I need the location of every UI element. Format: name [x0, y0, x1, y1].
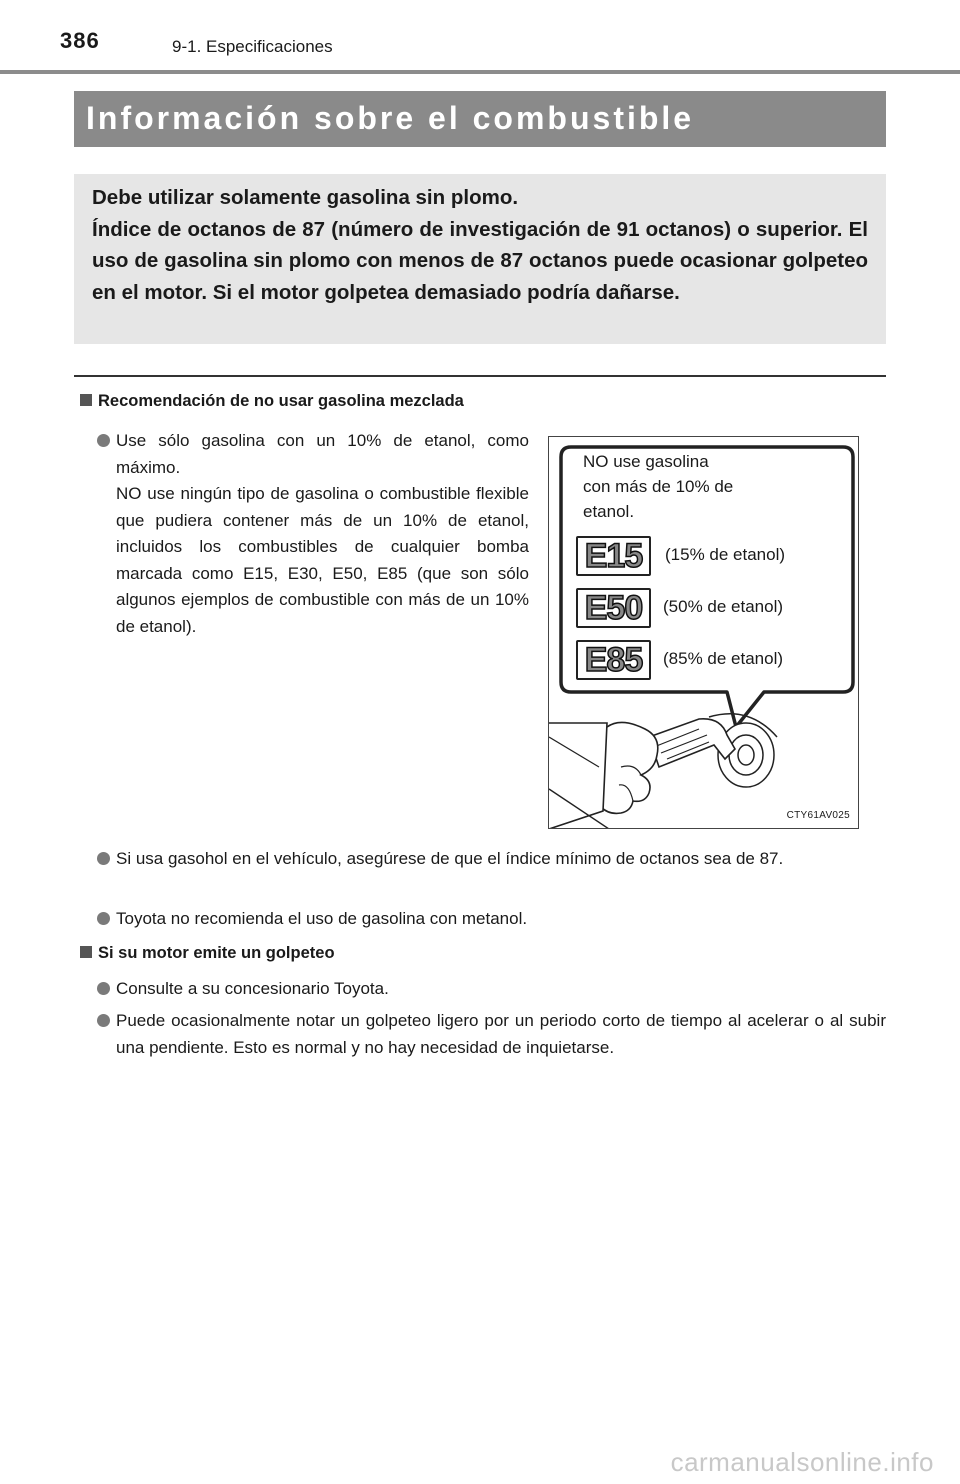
bullet-item	[116, 1008, 886, 1061]
square-bullet-icon	[80, 946, 92, 958]
watermark: carmanualsonline.info	[670, 1447, 934, 1477]
notice-line-2: Índice de octanos de 87 (número de investigación de 91 octanos) o superior. El uso de gasolina sin plomo con menos de 87 octanos puede ocasionar golpeteo en el motor. Si el motor golpetea demasiado podría dañarse.	[92, 217, 868, 304]
square-bullet-icon	[80, 394, 92, 406]
bullet-text-continued: NO use ningún tipo de gasolina o combustible flexible que pudiera contener más de un 10% de etanol, incluidos los combustibles de cualquier bomba marcada como E15, E30, E50, E85 (que son sólo algunos ejemplos de combustible con más de un 10% de etanol).	[116, 484, 529, 636]
bullet-text: Use sólo gasolina con un 10% de etanol, como máximo.	[116, 431, 529, 477]
circle-bullet-icon	[97, 852, 110, 865]
bullet-item	[116, 846, 886, 873]
section-divider	[74, 375, 886, 377]
figure-code: CTY61AV025	[786, 810, 850, 821]
bullet-text: Consulte a su concesionario Toyota.	[116, 979, 389, 998]
bullet-text: Si usa gasohol en el vehículo, asegúrese de que el índice mínimo de octanos sea de 87.	[116, 849, 784, 868]
circle-bullet-icon	[97, 434, 110, 447]
circle-bullet-icon	[97, 982, 110, 995]
ethanol-warning-figure	[548, 436, 859, 829]
page-title: Información sobre el combustible	[86, 100, 695, 136]
e85-badge: E85	[576, 640, 651, 680]
e50-badge: E50	[576, 588, 651, 628]
header-divider	[0, 70, 960, 74]
important-notice	[74, 174, 886, 344]
e15-badge: E15	[576, 536, 651, 576]
page-number: 386	[60, 28, 100, 53]
callout-line-2: con más de 10% de	[583, 477, 734, 496]
bullet-item	[116, 428, 529, 640]
callout-text	[583, 449, 733, 524]
callout-line-3: etanol.	[583, 502, 635, 521]
page-title-bar	[74, 91, 886, 147]
heading-text: Si su motor emite un golpeteo	[98, 944, 335, 962]
circle-bullet-icon	[97, 1014, 110, 1027]
section-heading-mixed-fuel	[80, 392, 464, 411]
e15-label: (15% de etanol)	[665, 545, 786, 564]
bullet-item	[116, 976, 886, 1003]
e85-label: (85% de etanol)	[663, 649, 784, 668]
section-heading-knocking	[80, 944, 335, 963]
notice-line-1: Debe utilizar solamente gasolina sin plomo.	[92, 186, 519, 209]
bullet-item	[116, 906, 886, 933]
bullet-text: Toyota no recomienda el uso de gasolina con metanol.	[116, 909, 528, 928]
heading-text: Recomendación de no usar gasolina mezclada	[98, 392, 464, 410]
section-reference: 9-1. Especificaciones	[172, 37, 333, 56]
e50-label: (50% de etanol)	[663, 597, 784, 616]
callout-line-1: NO use gasolina	[583, 452, 709, 471]
bullet-text: Puede ocasionalmente notar un golpeteo ligero por un periodo corto de tiempo al acelerar o al subir una pendiente. Esto es normal y no hay necesidad de inquietarse.	[116, 1011, 886, 1057]
circle-bullet-icon	[97, 912, 110, 925]
